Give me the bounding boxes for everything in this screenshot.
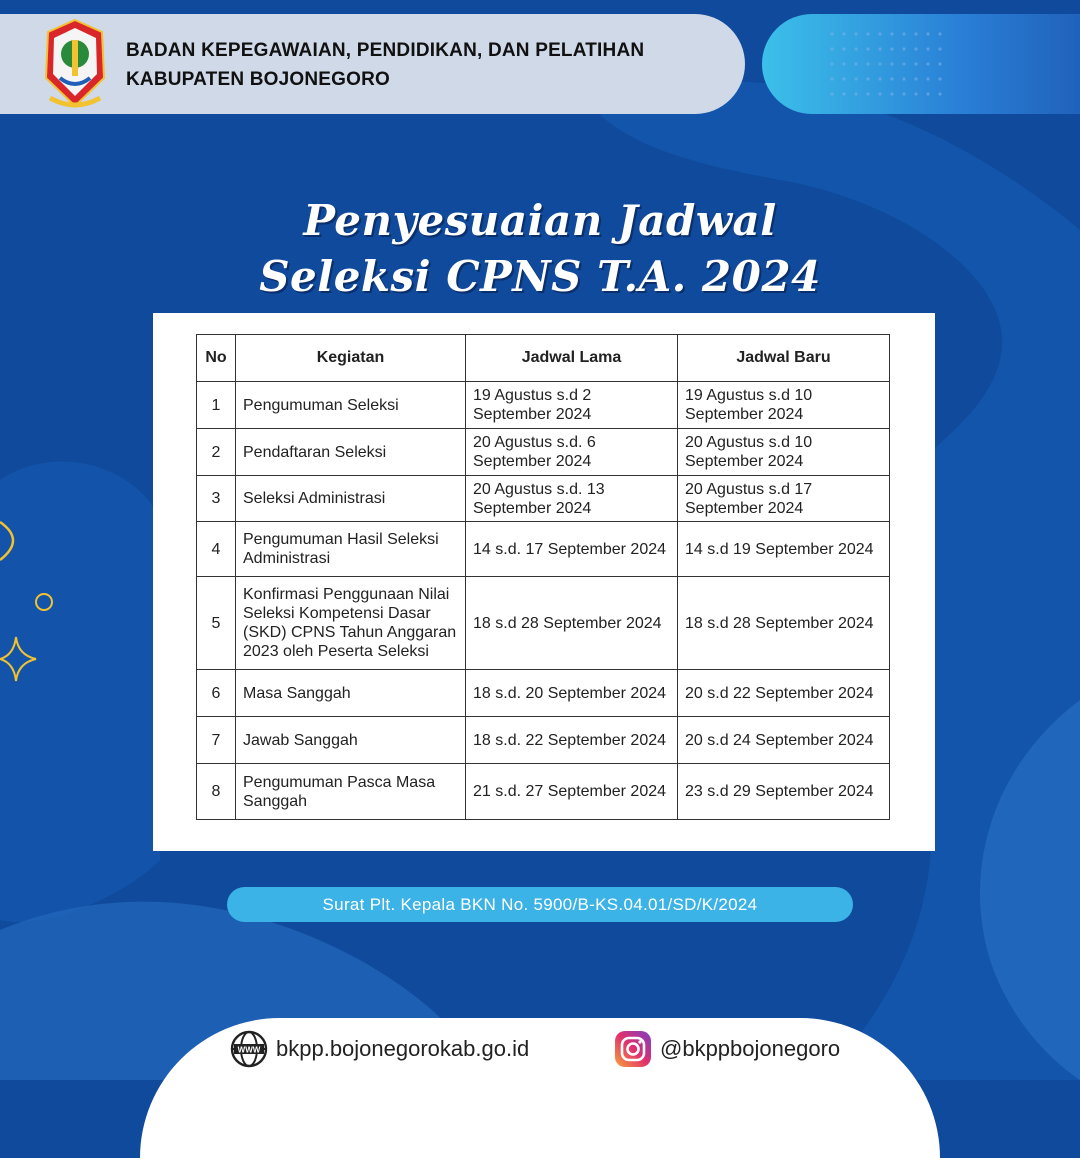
- cell-jadwal-lama: 14 s.d. 17 September 2024: [466, 522, 678, 577]
- sparkle-star-icon: [0, 635, 40, 683]
- column-header-no: No: [197, 335, 236, 382]
- table-row: [197, 717, 890, 764]
- cell-kegiatan: Pengumuman Hasil Seleksi Administrasi: [236, 522, 466, 577]
- cell-jadwal-lama: 18 s.d. 20 September 2024: [466, 670, 678, 717]
- cell-jadwal-baru: 14 s.d 19 September 2024: [678, 522, 890, 577]
- table-row: [197, 577, 890, 670]
- cell-jadwal-lama: 18 s.d. 22 September 2024: [466, 717, 678, 764]
- table-header-row: [197, 335, 890, 382]
- cell-no: 8: [197, 764, 236, 820]
- dot-pattern: [822, 14, 1002, 114]
- table-row: [197, 476, 890, 522]
- cell-kegiatan: Pengumuman Seleksi: [236, 382, 466, 429]
- cell-jadwal-baru: 20 Agustus s.d 10 September 2024: [678, 429, 890, 476]
- cell-no: 5: [197, 577, 236, 670]
- cell-kegiatan: Seleksi Administrasi: [236, 476, 466, 522]
- schedule-panel: [153, 313, 935, 851]
- cell-kegiatan: Masa Sanggah: [236, 670, 466, 717]
- cell-jadwal-lama: 20 Agustus s.d. 13 September 2024: [466, 476, 678, 522]
- column-header-jadwal-lama: Jadwal Lama: [466, 335, 678, 382]
- page-title-line1: Penyesuaian Jadwal: [303, 196, 777, 245]
- cell-jadwal-lama: 19 Agustus s.d 2 September 2024: [466, 382, 678, 429]
- cell-jadwal-baru: 23 s.d 29 September 2024: [678, 764, 890, 820]
- organization-name: [126, 36, 644, 94]
- svg-text:WWW: WWW: [237, 1045, 261, 1055]
- cell-kegiatan: Konfirmasi Penggunaan Nilai Seleksi Kompetensi Dasar (SKD) CPNS Tahun Anggaran 2023 oleh Peserta Seleksi: [236, 577, 466, 670]
- cell-jadwal-baru: 20 Agustus s.d 17 September 2024: [678, 476, 890, 522]
- table-row: [197, 429, 890, 476]
- cell-no: 6: [197, 670, 236, 717]
- globe-www-icon: [230, 1030, 268, 1068]
- crescent-decoration: [0, 510, 40, 580]
- cell-no: 3: [197, 476, 236, 522]
- cell-no: 2: [197, 429, 236, 476]
- decorative-pill: [762, 14, 1080, 114]
- page-title: [0, 193, 1080, 305]
- schedule-table: [196, 334, 890, 820]
- cell-jadwal-lama: 20 Agustus s.d. 6 September 2024: [466, 429, 678, 476]
- table-row: [197, 522, 890, 577]
- website-text: bkpp.bojonegorokab.go.id: [276, 1036, 530, 1061]
- cell-no: 7: [197, 717, 236, 764]
- table-row: [197, 670, 890, 717]
- instagram-handle: @bkppbojonegoro: [660, 1036, 841, 1061]
- organization-name-line1: BADAN KEPEGAWAIAN, PENDIDIKAN, DAN PELATIHAN: [126, 40, 645, 61]
- page-title-line2: Seleksi CPNS T.A. 2024: [259, 252, 821, 301]
- organization-name-line2: KABUPATEN BOJONEGORO: [126, 69, 391, 90]
- cell-kegiatan: Pengumuman Pasca Masa Sanggah: [236, 764, 466, 820]
- cell-jadwal-baru: 20 s.d 22 September 2024: [678, 670, 890, 717]
- regency-emblem-logo: [42, 18, 108, 110]
- cell-kegiatan: Pendaftaran Seleksi: [236, 429, 466, 476]
- cell-jadwal-lama: 18 s.d 28 September 2024: [466, 577, 678, 670]
- cell-no: 4: [197, 522, 236, 577]
- cell-jadwal-baru: 19 Agustus s.d 10 September 2024: [678, 382, 890, 429]
- table-row: [197, 382, 890, 429]
- cell-jadwal-lama: 21 s.d. 27 September 2024: [466, 764, 678, 820]
- instagram-link[interactable]: [614, 1030, 840, 1068]
- column-header-kegiatan: Kegiatan: [236, 335, 466, 382]
- reference-letter-badge: Surat Plt. Kepala BKN No. 5900/B-KS.04.01/SD/K/2024: [227, 887, 853, 922]
- circle-decoration: [33, 591, 55, 613]
- cell-kegiatan: Jawab Sanggah: [236, 717, 466, 764]
- table-row: [197, 764, 890, 820]
- website-link[interactable]: [230, 1030, 529, 1068]
- cell-no: 1: [197, 382, 236, 429]
- instagram-icon: [614, 1030, 652, 1068]
- cell-jadwal-baru: 18 s.d 28 September 2024: [678, 577, 890, 670]
- column-header-jadwal-baru: Jadwal Baru: [678, 335, 890, 382]
- cell-jadwal-baru: 20 s.d 24 September 2024: [678, 717, 890, 764]
